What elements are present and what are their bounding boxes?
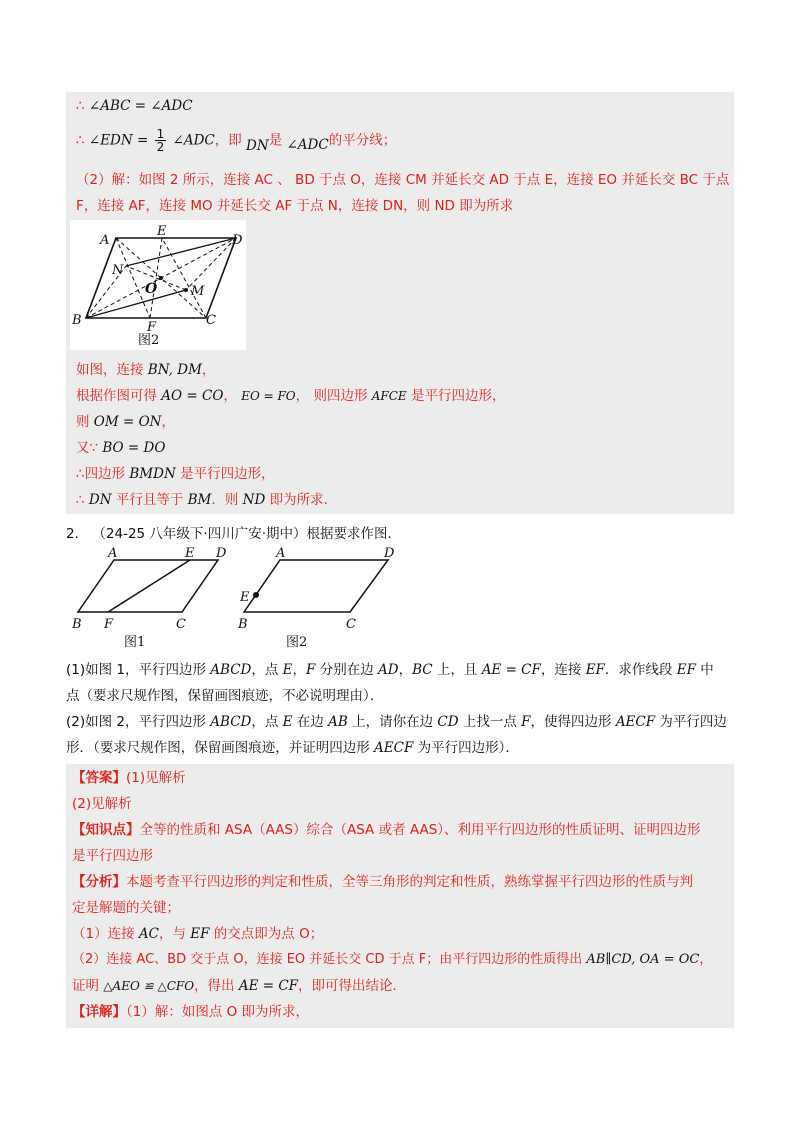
text: 分别在边 xyxy=(315,662,378,678)
text: ∴ xyxy=(76,492,89,508)
label-d: D xyxy=(216,546,227,561)
analysis-line-1 xyxy=(72,872,693,892)
figure-background xyxy=(70,220,246,350)
sol-line-6 xyxy=(76,386,505,406)
fraction-den: 2 xyxy=(156,140,165,154)
math-eq: ∠EDN = xyxy=(88,132,149,149)
text: ， xyxy=(699,952,713,967)
analysis-line-4 xyxy=(72,950,712,970)
math-var: ∠ADC xyxy=(286,136,329,153)
answer-line-2: (2)见解析 xyxy=(72,796,132,812)
text: ， 则四边形 xyxy=(295,388,372,404)
text: ， xyxy=(292,662,307,678)
text: ，使得四边形 xyxy=(530,714,616,730)
question-2-part-2-line-1 xyxy=(66,712,727,732)
math-eq: BO = DO xyxy=(102,440,166,456)
math-eq: AB∥CD, OA = OC xyxy=(586,952,700,967)
label-c: C xyxy=(346,617,356,632)
sol-line-4: F，连接 AF，连接 MO 并延长交 AF 于点 N，连接 DN，则 ND 即为所求 xyxy=(76,198,514,214)
math-var: E xyxy=(282,714,293,730)
math-eq: AE = CF xyxy=(238,978,299,994)
text: ， xyxy=(223,388,237,404)
math-var: AD xyxy=(378,662,399,678)
label-n: N xyxy=(112,263,124,278)
text: 是 xyxy=(268,132,283,149)
label-c: C xyxy=(206,313,216,328)
math-eq: AE = CF xyxy=(481,662,541,678)
question-2-part-1-line-2: 点（要求尺规作图，保留画图痕迹，不必说明理由）． xyxy=(66,688,384,704)
label-a: A xyxy=(276,546,286,561)
label-e: E xyxy=(240,590,250,605)
question-text: 根据要求作图． xyxy=(306,526,401,542)
label-c: C xyxy=(176,617,186,632)
detail-tag: 【详解】 xyxy=(72,1004,126,1020)
text: 上，且 xyxy=(432,662,482,678)
text: 平行且等于 xyxy=(111,492,188,508)
math-var: F xyxy=(521,714,531,730)
text: 即为所求． xyxy=(265,492,338,508)
question-2-part-2-line-2 xyxy=(66,738,519,758)
math-eq: EO = FO xyxy=(241,389,296,403)
therefore-symbol: ∴ xyxy=(76,98,85,114)
text: 在边 xyxy=(292,714,329,730)
math-var: AB xyxy=(328,714,348,730)
text: ，得出 xyxy=(194,978,239,994)
label-e: E xyxy=(157,224,167,239)
text: ，与 xyxy=(158,926,191,942)
text: 是平行四边形， xyxy=(175,466,275,482)
question-source: （24-25 八年级下·四川广安·期中） xyxy=(92,526,307,542)
text: ， xyxy=(201,362,216,378)
analysis-line-2: 定是解题的关键； xyxy=(72,900,180,916)
text: 的平分线； xyxy=(328,132,397,149)
sol-line-5 xyxy=(76,360,215,380)
figure-caption: 图2 xyxy=(138,333,160,348)
therefore-symbol: ∴ xyxy=(76,132,85,149)
text: ．求作线段 xyxy=(604,662,677,678)
question-figure-2 xyxy=(234,546,400,654)
point-o xyxy=(159,276,163,280)
analysis-line-3 xyxy=(72,924,323,944)
math-var: EF xyxy=(190,926,210,942)
math-eq: OM = ON xyxy=(93,414,162,430)
text: 证明 xyxy=(72,978,104,994)
math-var: EF xyxy=(676,662,696,678)
text: 全等的性质和 ASA（AAS）综合（ASA 或者 AAS）、利用平行四边形的性质证明、证明四边形 xyxy=(139,822,701,838)
label-d: D xyxy=(384,546,395,561)
label-o: O xyxy=(145,281,158,297)
answer-line-1 xyxy=(72,768,186,788)
fraction xyxy=(155,128,167,153)
math-var: CD xyxy=(437,714,459,730)
math-var: DN xyxy=(88,492,112,508)
text: ，点 xyxy=(251,714,283,730)
math-var: AFCE xyxy=(371,389,407,403)
text: ， xyxy=(398,662,413,678)
point-e xyxy=(253,592,259,598)
sol-line-7 xyxy=(76,412,175,432)
fraction-num: 1 xyxy=(156,127,165,141)
text: 是平行四边形， xyxy=(406,388,506,404)
text: ，连接 xyxy=(540,662,586,678)
math-var: BMDN xyxy=(129,466,176,482)
label-f: F xyxy=(147,320,157,335)
sol-line-9 xyxy=(76,464,275,484)
label-d: D xyxy=(232,233,243,248)
question-number: 2． xyxy=(66,526,89,542)
math-eq: △AEO ≌ △CFO xyxy=(103,979,195,993)
knowledge-line-2: 是平行四边形 xyxy=(72,848,153,864)
text: 如图，连接 xyxy=(76,362,148,378)
figure-caption: 图2 xyxy=(286,635,308,650)
math-eq: ∠ADC xyxy=(172,132,215,149)
text: 为平行四边 xyxy=(655,714,727,730)
text: ∴四边形 xyxy=(76,466,130,482)
label-a: A xyxy=(108,546,118,561)
text: ，点 xyxy=(251,662,283,678)
math-var: BC xyxy=(412,662,433,678)
text: (1)见解析 xyxy=(126,770,186,786)
sol-line-1 xyxy=(76,96,193,116)
question-2-header xyxy=(66,524,401,544)
label-b: B xyxy=(72,617,82,632)
text: 的交点即为点 O； xyxy=(209,926,324,942)
math-var: ABCD xyxy=(210,662,252,678)
text: 本题考查平行四边形的判定和性质，全等三角形的判定和性质，熟练掌握平行四边形的性质与判 xyxy=(126,874,693,890)
math-var: E xyxy=(282,662,293,678)
label-b: B xyxy=(72,313,82,328)
point-m xyxy=(184,288,188,292)
math-var: DN xyxy=(246,137,269,154)
math-var: ABCD xyxy=(210,714,252,730)
label-f: F xyxy=(104,617,114,632)
sol-line-8 xyxy=(76,438,165,458)
label-b: B xyxy=(238,617,248,632)
text: ， xyxy=(161,414,175,430)
text: ．则 xyxy=(211,492,243,508)
text: (2)如图 2，平行四边形 xyxy=(66,714,211,730)
text: 根据作图可得 xyxy=(76,388,162,404)
text: 则 xyxy=(76,414,94,430)
answer-tag: 【答案】 xyxy=(72,770,126,786)
math-eq: AO = CO xyxy=(161,388,224,404)
detail-line-1 xyxy=(72,1002,309,1022)
math-var: BN, DM xyxy=(147,362,202,378)
math-var: EF xyxy=(585,662,605,678)
math-eq: ∠ABC = ∠ADC xyxy=(88,98,193,114)
label-m: M xyxy=(191,284,205,299)
math-var: F xyxy=(306,662,316,678)
math-var: AECF xyxy=(615,714,656,730)
question-2-part-1-line-1 xyxy=(66,660,714,680)
text: （1）连接 xyxy=(72,926,139,942)
text: 为平行四边形）． xyxy=(413,740,519,756)
knowledge-tag: 【知识点】 xyxy=(72,822,140,838)
math-var: AC xyxy=(138,926,159,942)
text: （1）解：如图点 O 即为所求， xyxy=(126,1004,310,1020)
math-var: ND xyxy=(242,492,266,508)
segment-ef xyxy=(108,560,190,612)
text: 形．（要求尺规作图，保留画图痕迹，并证明四边形 xyxy=(66,740,375,756)
text: 上找一点 xyxy=(458,714,522,730)
knowledge-line-1 xyxy=(72,820,701,840)
text: 中 xyxy=(695,662,714,678)
text: 又∵ xyxy=(76,440,103,456)
sol-line-2 xyxy=(76,128,396,153)
question-figure-1 xyxy=(68,546,228,654)
sol-line-3: （2）解：如图 2 所示，连接 AC 、 BD 于点 O，连接 CM 并延长交 AD 于点 E，连接 EO 并延长交 BC 于点 xyxy=(76,172,730,188)
math-var: BM xyxy=(187,492,212,508)
text: (1)如图 1，平行四边形 xyxy=(66,662,211,678)
label-a: A xyxy=(100,233,110,248)
figure-caption: 图1 xyxy=(124,635,146,650)
text: ，即 xyxy=(214,132,242,149)
analysis-tag: 【分析】 xyxy=(72,874,126,890)
label-e: E xyxy=(185,546,195,561)
text: ，即可得出结论． xyxy=(298,978,407,994)
sol-line-10 xyxy=(76,490,337,510)
parallelogram-abcd xyxy=(244,560,388,612)
text: （2）连接 AC、BD 交于点 O，连接 EO 并延长交 CD 于点 F；由平行四边形的性质得出 xyxy=(72,952,587,967)
solution-figure-2 xyxy=(70,220,246,350)
analysis-line-5 xyxy=(72,976,406,996)
text: 上，请你在边 xyxy=(347,714,438,730)
math-var: AECF xyxy=(374,740,414,756)
